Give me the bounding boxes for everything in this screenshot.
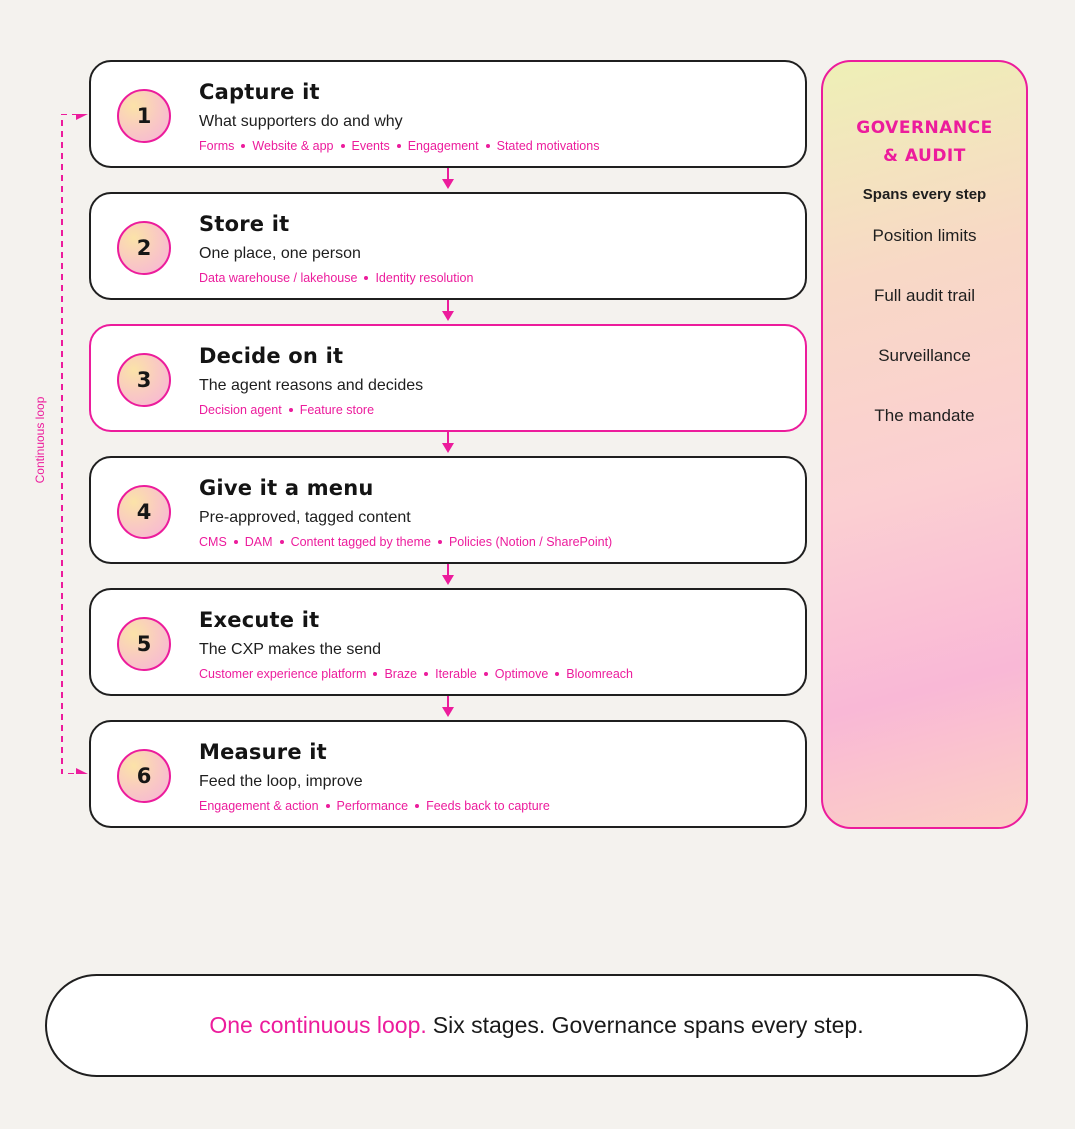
tag: Data warehouse / lakehouse xyxy=(199,271,358,285)
bullet-icon xyxy=(280,540,284,544)
tag: Events xyxy=(351,139,390,153)
tag: Feature store xyxy=(299,403,375,417)
governance-item: Position limits xyxy=(872,226,977,245)
step-title: Store it xyxy=(199,212,290,236)
tag: Policies (Notion / SharePoint) xyxy=(448,535,613,549)
summary-text: Six stages. Governance spans every step. xyxy=(432,1012,864,1038)
bullet-icon xyxy=(484,672,488,676)
arrow-down-icon xyxy=(441,168,455,190)
step-tags xyxy=(199,799,550,813)
bullet-icon xyxy=(241,144,245,148)
step-title: Execute it xyxy=(199,608,320,632)
tag: Engagement & action xyxy=(199,799,319,813)
step-number-badge: 5 xyxy=(117,617,171,671)
governance-panel xyxy=(821,60,1028,829)
tag: Customer experience platform xyxy=(199,667,367,681)
step-tags xyxy=(199,667,633,681)
arrow-down-icon xyxy=(441,432,455,454)
arrow-right-icon xyxy=(76,768,88,774)
tag: Decision agent xyxy=(199,403,282,417)
step-subtitle: One place, one person xyxy=(199,245,361,262)
bullet-icon xyxy=(397,144,401,148)
governance-item: The mandate xyxy=(874,406,975,425)
bullet-icon xyxy=(326,804,330,808)
tag: Website & app xyxy=(252,139,334,153)
governance-title-line: GOVERNANCE xyxy=(856,118,993,138)
step-subtitle: The agent reasons and decides xyxy=(199,377,424,394)
bullet-icon xyxy=(486,144,490,148)
tag: Content tagged by theme xyxy=(290,535,431,549)
tag: DAM xyxy=(244,535,273,549)
step-title: Give it a menu xyxy=(199,476,374,500)
bullet-icon xyxy=(341,144,345,148)
tag: Performance xyxy=(336,799,409,813)
tag: Stated motivations xyxy=(496,139,600,153)
step-card-measure xyxy=(89,720,807,828)
step-card-store xyxy=(89,192,807,300)
step-tags xyxy=(199,271,473,285)
tag: Iterable xyxy=(435,667,477,681)
bullet-icon xyxy=(555,672,559,676)
step-number-badge: 4 xyxy=(117,485,171,539)
step-number-badge: 2 xyxy=(117,221,171,275)
step-subtitle: The CXP makes the send xyxy=(199,641,382,658)
step-number-badge: 3 xyxy=(117,353,171,407)
tag: Feeds back to capture xyxy=(426,799,550,813)
bullet-icon xyxy=(424,672,428,676)
step-card-menu xyxy=(89,456,807,564)
step-title: Measure it xyxy=(199,740,327,764)
governance-title xyxy=(823,114,1026,170)
loop-label: Continuous loop xyxy=(33,396,47,484)
summary-accent: One continuous loop. xyxy=(209,1012,427,1038)
tag: Engagement xyxy=(407,139,479,153)
step-card-decide xyxy=(89,324,807,432)
bullet-icon xyxy=(289,408,293,412)
tag: Braze xyxy=(384,667,418,681)
arrow-down-icon xyxy=(441,300,455,322)
tag: Forms xyxy=(199,139,235,153)
step-subtitle: Feed the loop, improve xyxy=(199,773,363,790)
tag: Identity resolution xyxy=(375,271,474,285)
bullet-icon xyxy=(438,540,442,544)
arrow-down-icon xyxy=(441,696,455,718)
step-tags xyxy=(199,535,612,549)
step-subtitle: Pre-approved, tagged content xyxy=(199,509,411,526)
arrow-down-icon xyxy=(441,564,455,586)
bullet-icon xyxy=(415,804,419,808)
bullet-icon xyxy=(373,672,377,676)
tag: CMS xyxy=(199,535,227,549)
step-title: Capture it xyxy=(199,80,320,104)
governance-list xyxy=(823,225,1026,465)
governance-subtitle: Spans every step xyxy=(862,186,987,203)
step-number-badge: 1 xyxy=(117,89,171,143)
governance-title-line: & AUDIT xyxy=(883,146,966,166)
bullet-icon xyxy=(234,540,238,544)
step-subtitle: What supporters do and why xyxy=(199,113,403,130)
step-card-capture xyxy=(89,60,807,168)
step-tags xyxy=(199,403,374,417)
step-number-badge: 6 xyxy=(117,749,171,803)
arrow-right-icon xyxy=(76,114,88,120)
step-card-execute xyxy=(89,588,807,696)
governance-item: Full audit trail xyxy=(873,286,976,305)
bullet-icon xyxy=(364,276,368,280)
governance-item: Surveillance xyxy=(878,346,971,365)
tag: Optimove xyxy=(494,667,549,681)
tag: Bloomreach xyxy=(566,667,633,681)
step-title: Decide on it xyxy=(199,344,344,368)
summary-banner xyxy=(45,974,1028,1077)
step-tags xyxy=(199,139,599,153)
loop-connector xyxy=(60,114,88,774)
